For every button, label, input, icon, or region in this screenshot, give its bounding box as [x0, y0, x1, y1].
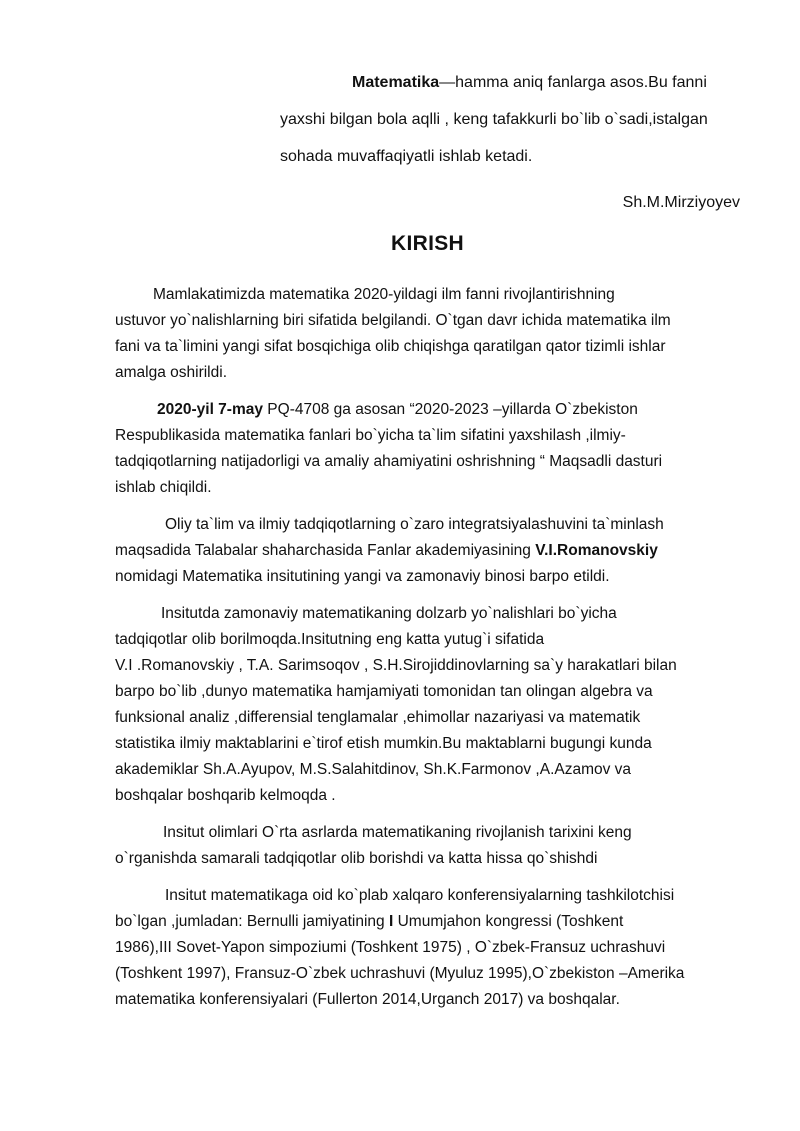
- paragraph-line: akademiklar Sh.A.Ayupov, M.S.Salahitdinov, Sh.K.Farmonov ,A.Azamov va: [115, 761, 632, 778]
- epigraph-line-1: [280, 70, 750, 96]
- paragraph-line: Respublikasida matematika fanlari bo`yicha ta`lim sifatini yaxshilash ,ilmiy-: [115, 427, 626, 444]
- paragraph-line: tadqiqotlarning natijadorligi va amaliy ahamiyatini oshrishning “ Maqsadli dasturi: [115, 453, 663, 470]
- paragraph-text: bo`lgan ,jumladan: Bernulli jamiyatining: [115, 913, 389, 930]
- body-text: [115, 282, 745, 1024]
- congress-number: I: [388, 913, 394, 930]
- epigraph-author: Sh.M.Mirziyoyev: [622, 194, 740, 211]
- paragraph-line: [115, 538, 745, 564]
- epigraph-line-2: yaxshi bilgan bola aqlli , keng tafakkurli bo`lib o`sadi,istalgan: [280, 111, 708, 128]
- paragraph-line: barpo bo`lib ,dunyo matematika hamjamiyati tomonidan tan olingan algebra va: [115, 683, 653, 700]
- epigraph: [280, 70, 750, 181]
- paragraph-line: V.I .Romanovskiy , T.A. Sarimsoqov , S.H.Sirojiddinovlarning sa`y harakatlari bilan: [115, 657, 677, 674]
- paragraph-text: PQ-4708 ga asosan “2020-2023 –yillarda O`zbekiston: [263, 401, 638, 418]
- paragraph-line: o`rganishda samarali tadqiqotlar olib borishdi va katta hissa qo`shishdi: [115, 850, 598, 867]
- paragraph-line: statistika ilmiy maktablarini e`tirof etish mumkin.Bu maktablarni bugungi kunda: [115, 735, 652, 752]
- paragraph-line: [115, 397, 745, 423]
- paragraph-2: [115, 397, 745, 501]
- paragraph-1: [115, 282, 745, 386]
- paragraph-line: matematika konferensiyalari (Fullerton 2014,Urganch 2017) va boshqalar.: [115, 991, 620, 1008]
- institute-name: V.I.Romanovskiy: [535, 542, 658, 559]
- paragraph-line: boshqalar boshqarib kelmoqda .: [115, 787, 336, 804]
- paragraph-5: [115, 820, 745, 872]
- paragraph-line: 1986),III Sovet-Yapon simpoziumi (Toshkent 1975) , O`zbek-Fransuz uchrashuvi: [115, 939, 666, 956]
- epigraph-line-1-text: —hamma aniq fanlarga asos.Bu fanni: [439, 74, 707, 91]
- paragraph-line: nomidagi Matematika insitutining yangi va zamonaviy binosi barpo etildi.: [115, 568, 610, 585]
- paragraph-6: [115, 883, 745, 1013]
- paragraph-line: Insitut olimlari O`rta asrlarda matematikaning rivojlanish tarixini keng: [163, 824, 632, 841]
- paragraph-line: Oliy ta`lim va ilmiy tadqiqotlarning o`zaro integratsiyalashuvini ta`minlash: [165, 516, 664, 533]
- paragraph-text: Umumjahon kongressi (Toshkent: [393, 913, 624, 930]
- decree-date: 2020-yil 7-may: [157, 401, 263, 418]
- paragraph-line: amalga oshirildi.: [115, 364, 227, 381]
- epigraph-bold-word: Matematika: [352, 74, 440, 91]
- paragraph-line: ishlab chiqildi.: [115, 479, 212, 496]
- paragraph-line: ustuvor yo`nalishlarning biri sifatida belgilandi. O`tgan davr ichida matematika ilm: [115, 312, 671, 329]
- section-heading: KIRISH: [391, 232, 464, 255]
- epigraph-line-3: sohada muvaffaqiyatli ishlab ketadi.: [280, 148, 533, 165]
- paragraph-line: funksional analiz ,differensial tenglamalar ,ehimollar nazariyasi va matematik: [115, 709, 641, 726]
- paragraph-line: tadqiqotlar olib borilmoqda.Insitutning eng katta yutug`i sifatida: [115, 631, 545, 648]
- paragraph-line: (Toshkent 1997), Fransuz-O`zbek uchrashuvi (Myuluz 1995),O`zbekiston –Amerika: [115, 965, 685, 982]
- paragraph-line: [115, 909, 745, 935]
- paragraph-4: [115, 601, 745, 809]
- paragraph-line: Insitut matematikaga oid ko`plab xalqaro konferensiyalarning tashkilotchisi: [165, 887, 675, 904]
- paragraph-3: [115, 512, 745, 590]
- paragraph-line: Insitutda zamonaviy matematikaning dolzarb yo`nalishlari bo`yicha: [161, 605, 617, 622]
- paragraph-line: fani va ta`limini yangi sifat bosqichiga olib chiqishga qaratilgan qator tizimli ishlar: [115, 338, 666, 355]
- paragraph-line: Mamlakatimizda matematika 2020-yildagi ilm fanni rivojlantirishning: [153, 286, 615, 303]
- paragraph-text: maqsadida Talabalar shaharchasida Fanlar akademiyasining: [115, 542, 536, 559]
